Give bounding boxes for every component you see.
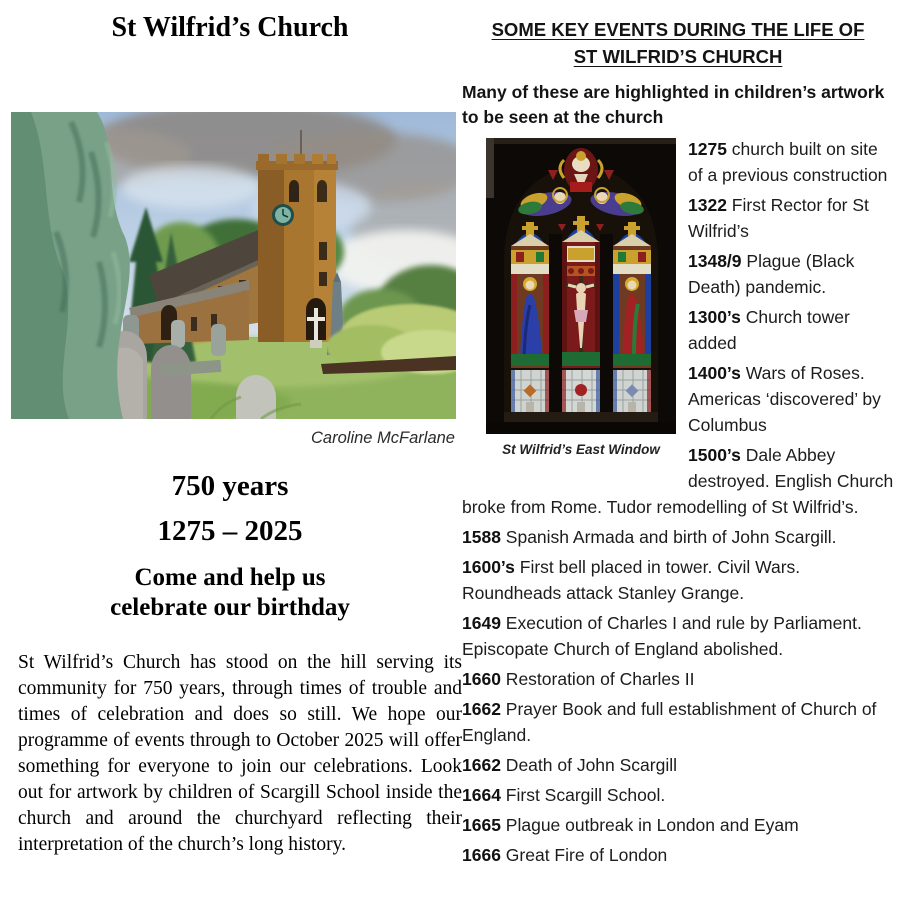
event-item: 1665 Plague outbreak in London and Eyam [462,815,799,835]
event-item: 1322 First Rector for St Wilfrid’s [688,195,869,241]
intro-paragraph: St Wilfrid’s Church has stood on the hill serving its community for 750 years, through times of trouble and times of celebration and does so still. We hope our programme of events through to October 2025 will offer something for everyone to join our celebrations. Look out for artwork by children of Scargill School inside the church and around the churchyard reflecting their interpretation of the church’s long history. [18,652,462,855]
events-heading-line2: ST WILFRID’S CHURCH [573,46,783,67]
event-year: 1348/9 [688,251,742,271]
church-painting-image [11,112,456,419]
event-item: 1500’s Dale Abbey destroyed. English Church broke from Rome. Tudor remodelling of St Wilfrid’s. [462,445,894,517]
event-year: 1662 [462,699,501,719]
event-item: 1662 Prayer Book and full establishment of Church of England. [462,699,877,745]
church-painting [11,112,456,419]
event-item: 1666 Great Fire of London [462,845,668,865]
event-item: 1300’s Church tower added [688,307,850,353]
east-window-caption: St Wilfrid’s East Window [502,442,660,457]
page-title: St Wilfrid’s Church [111,12,349,43]
banner-invitation [0,563,460,623]
events-heading-line1: SOME KEY EVENTS DURING THE LIFE OF [491,19,865,40]
banner-750-years: 750 years [171,470,289,502]
event-item: 1400’s Wars of Roses. Americas ‘discovered’ by Columbus [688,363,881,435]
event-year: 1665 [462,815,501,835]
event-item: 1649 Execution of Charles I and rule by Parliament. Episcopate Church of England abolished. [462,613,862,659]
event-year: 1662 [462,755,501,775]
event-year: 1322 [688,195,727,215]
banner-invitation-line1: Come and help us [134,564,326,591]
events-list [460,136,896,872]
event-item: 1662 Death of John Scargill [462,755,678,775]
east-window-figure [486,138,676,463]
event-year: 1300’s [688,307,741,327]
event-year: 1600’s [462,557,515,577]
events-intro: Many of these are highlighted in children’s artwork to be seen at the church [462,82,885,127]
event-year: 1664 [462,785,501,805]
event-year: 1666 [462,845,501,865]
right-column [460,0,896,913]
event-year: 1500’s [688,445,741,465]
event-item: 1600’s First bell placed in tower. Civil Wars. Roundheads attack Stanley Grange. [462,557,801,603]
event-item: 1275 church built on site of a previous construction [688,139,888,185]
event-item: 1348/9 Plague (Black Death) pandemic. [688,251,855,297]
east-window-photo [486,138,676,434]
event-year: 1588 [462,527,501,547]
event-item: 1588 Spanish Armada and birth of John Scargill. [462,527,837,547]
event-year: 1275 [688,139,727,159]
painting-credit: Caroline McFarlane [311,429,455,447]
event-item: 1664 First Scargill School. [462,785,666,805]
event-year: 1400’s [688,363,741,383]
banner-invitation-line2: celebrate our birthday [110,594,350,621]
events-heading [460,16,896,70]
event-year: 1649 [462,613,501,633]
event-item: 1660 Restoration of Charles II [462,669,695,689]
banner-year-range: 1275 – 2025 [157,515,303,547]
event-year: 1660 [462,669,501,689]
